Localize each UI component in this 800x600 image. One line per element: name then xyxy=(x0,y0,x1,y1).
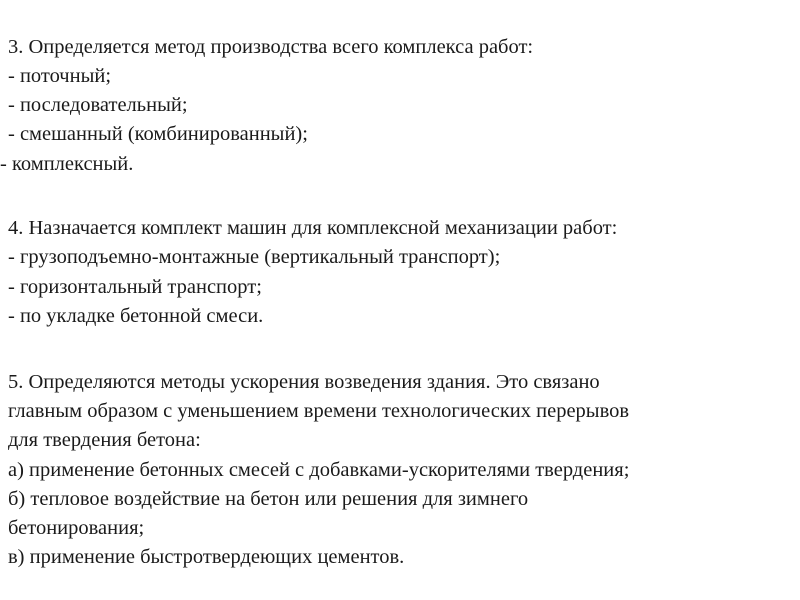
section-5-line-3: для твердения бетона: xyxy=(8,429,201,451)
section-3-item-2: - последовательный; xyxy=(8,94,188,116)
section-3-item-3: - смешанный (комбинированный); xyxy=(8,123,308,145)
section-4-heading: 4. Назначается комплект машин для комплексной механизации работ: xyxy=(8,217,618,239)
section-3-item-1: - поточный; xyxy=(8,65,112,87)
section-4-item-2: - горизонтальный транспорт; xyxy=(8,276,262,298)
section-5-line-6: бетонирования; xyxy=(8,517,145,539)
section-5-line-1: 5. Определяются методы ускорения возведения здания. Это связано xyxy=(8,371,600,393)
section-4-item-1: - грузоподъемно-монтажные (вертикальный транспорт); xyxy=(8,246,501,268)
section-3-heading: 3. Определяется метод производства всего комплекса работ: xyxy=(8,36,534,58)
section-5-line-4: а) применение бетонных смесей с добавками-ускорителями твердения; xyxy=(8,459,630,481)
section-3-item-4: - комплексный. xyxy=(0,153,134,175)
section-5-line-2: главным образом с уменьшением времени технологических перерывов xyxy=(8,400,630,422)
section-5-line-7: в) применение быстротвердеющих цементов. xyxy=(8,546,405,568)
section-5-line-5: б) тепловое воздействие на бетон или решения для зимнего xyxy=(8,488,529,510)
section-4-item-3: - по укладке бетонной смеси. xyxy=(8,305,264,327)
